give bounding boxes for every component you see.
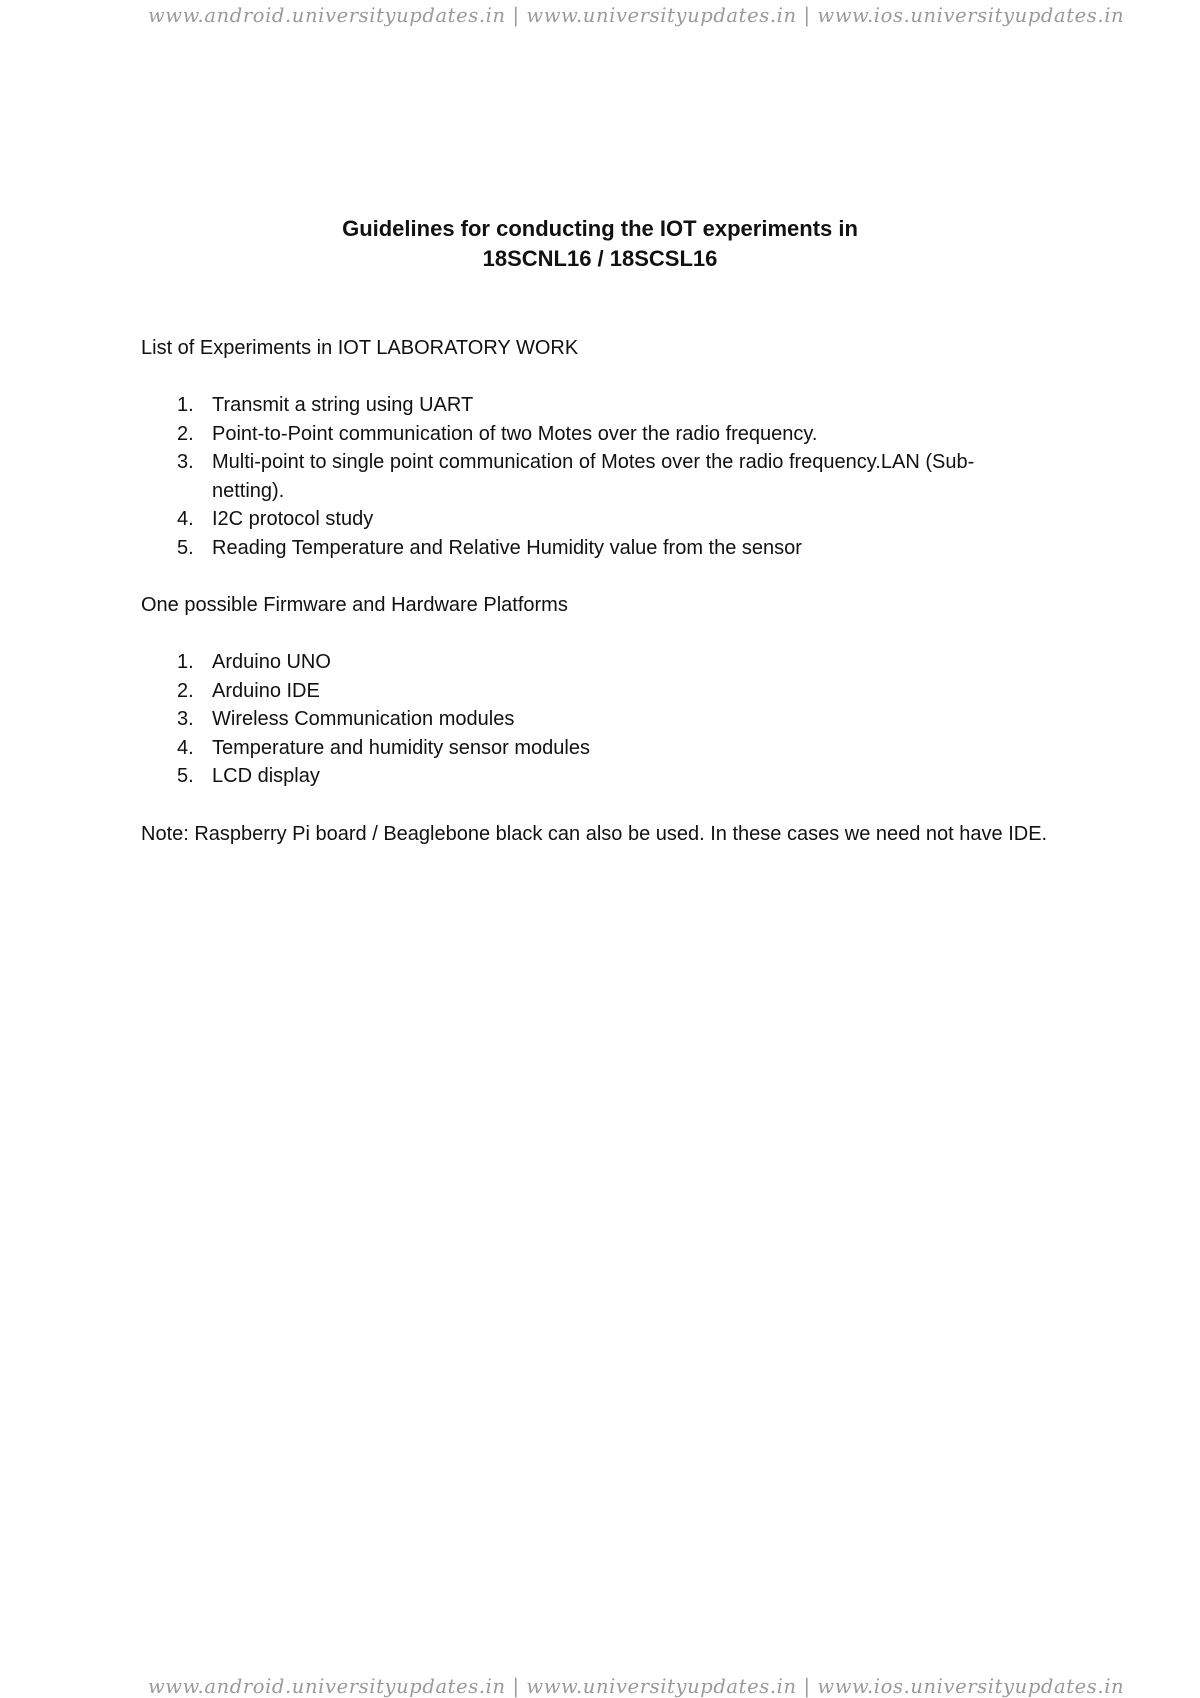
platforms-heading: One possible Firmware and Hardware Platforms: [141, 594, 568, 616]
list-item: [141, 391, 1041, 420]
list-item-number: 4.: [177, 508, 194, 530]
list-item-text: Wireless Communication modules: [212, 708, 515, 730]
experiments-list: [141, 391, 1041, 562]
page-title-line-1: Guidelines for conducting the IOT experiments in: [342, 216, 858, 241]
list-item-number: 1.: [177, 394, 194, 416]
list-item-text: Transmit a string using UART: [212, 394, 474, 416]
list-item-number: 3.: [177, 708, 194, 730]
page-title-line-2: 18SCNL16 / 18SCSL16: [482, 246, 718, 271]
list-item: [141, 505, 1041, 534]
list-item: [141, 762, 1041, 791]
list-item-text: Arduino UNO: [212, 651, 331, 673]
list-item-text: LCD display: [212, 765, 320, 787]
note-paragraph: Note: Raspberry Pi board / Beaglebone black can also be used. In these cases we need not have IDE.: [141, 823, 1048, 845]
watermark-header: www.android.universityupdates.in | www.universityupdates.in | www.ios.universityupdates.in: [148, 4, 1125, 27]
platforms-list: [141, 648, 1041, 791]
list-item: [141, 677, 1041, 706]
list-item-text: Temperature and humidity sensor modules: [212, 736, 590, 759]
list-item-number: 5.: [177, 765, 194, 787]
list-item: [141, 734, 1041, 763]
experiments-heading: List of Experiments in IOT LABORATORY WORK: [141, 337, 579, 359]
list-item-number: 3.: [177, 451, 194, 473]
list-item: [141, 420, 1041, 449]
list-item-number: 2.: [177, 422, 194, 445]
list-item: [141, 648, 1041, 677]
list-item-number: 5.: [177, 536, 194, 559]
list-item-number: 4.: [177, 736, 194, 759]
list-item-number: 1.: [177, 651, 194, 673]
list-item-text: Arduino IDE: [212, 679, 320, 702]
list-item-text: Reading Temperature and Relative Humidity value from the sensor: [212, 536, 802, 559]
list-item: [141, 448, 1041, 505]
list-item: [141, 534, 1041, 563]
list-item-text: Point-to-Point communication of two Motes over the radio frequency.: [212, 422, 818, 445]
page-title: [0, 214, 1200, 274]
watermark-footer: www.android.universityupdates.in | www.universityupdates.in | www.ios.universityupdates.in: [148, 1675, 1125, 1698]
list-item-text: Multi-point to single point communication of Motes over the radio frequency.LAN (Sub-netting).: [212, 451, 975, 502]
list-item-number: 2.: [177, 679, 194, 702]
list-item: [141, 705, 1041, 734]
list-item-text: I2C protocol study: [212, 508, 374, 530]
